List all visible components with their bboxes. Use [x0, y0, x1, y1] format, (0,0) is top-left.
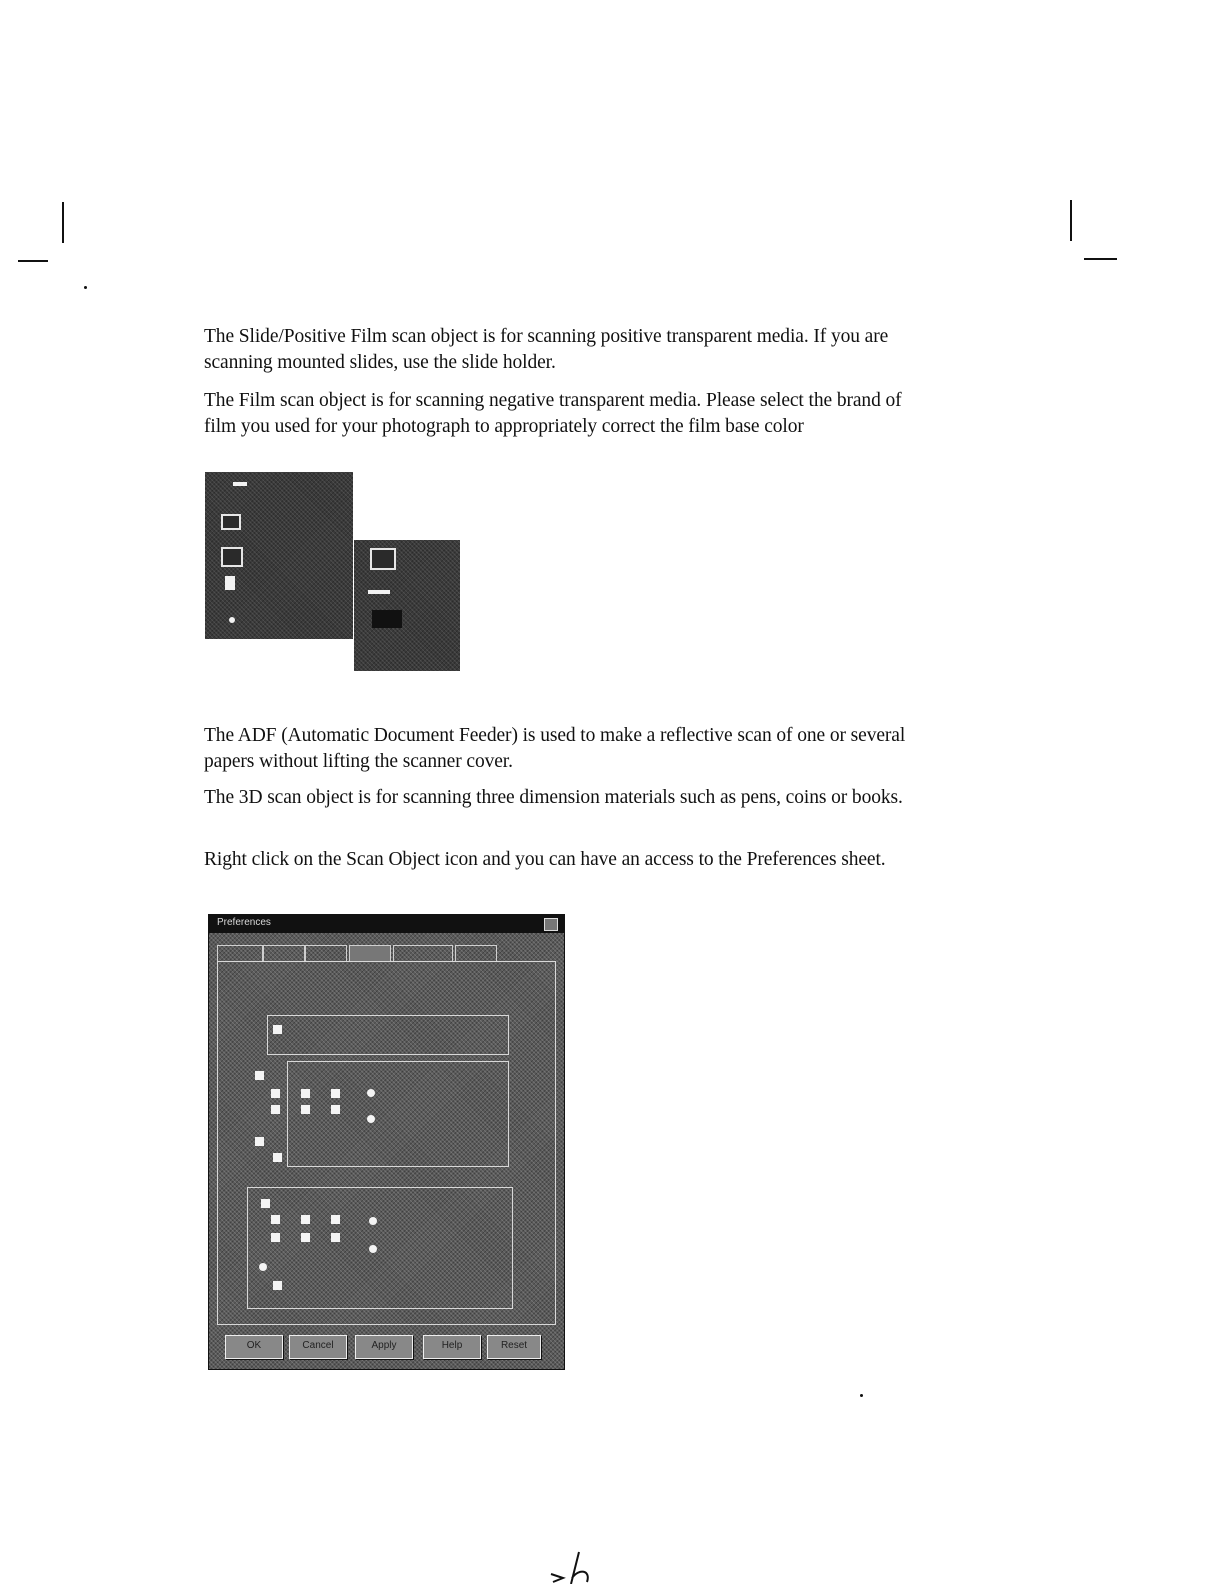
checkbox[interactable] — [301, 1215, 310, 1224]
preferences-dialog-screenshot — [208, 914, 565, 1370]
speck — [860, 1394, 863, 1397]
paragraph-slide-positive-film: The Slide/Positive Film scan object is for scanning positive transparent media. If you are scanning mounted slides, use the slide holder. — [204, 326, 889, 373]
flatbed-scan-icon — [221, 514, 241, 530]
checkbox[interactable] — [331, 1089, 340, 1098]
cancel-button-label: Cancel — [302, 1340, 334, 1351]
reset-button-label: Reset — [500, 1340, 528, 1351]
checkbox[interactable] — [273, 1025, 282, 1034]
handwritten-page-number — [545, 1548, 625, 1584]
group-box-upper — [267, 1015, 509, 1055]
cancel-button[interactable] — [289, 1335, 347, 1359]
checkbox[interactable] — [271, 1233, 280, 1242]
paragraph-3d: The 3D scan object is for scanning three dimension materials such as pens, coins or books. — [204, 787, 903, 808]
speck — [84, 286, 87, 289]
checkbox[interactable] — [331, 1215, 340, 1224]
crop-mark-top-right-horizontal — [1084, 258, 1117, 260]
help-button[interactable] — [423, 1335, 481, 1359]
group-box-lower — [247, 1187, 513, 1309]
checkbox[interactable] — [271, 1215, 280, 1224]
ok-button[interactable] — [225, 1335, 283, 1359]
dialog-title: Preferences — [217, 917, 271, 928]
paragraph-preferences: Right click on the Scan Object icon and you can have an access to the Preferences sheet. — [204, 849, 886, 870]
apply-button-label: Apply — [371, 1340, 397, 1351]
reset-button[interactable] — [487, 1335, 541, 1359]
checkbox[interactable] — [331, 1233, 340, 1242]
checkbox[interactable] — [255, 1071, 264, 1080]
crop-mark-top-right-vertical — [1070, 200, 1072, 241]
checkbox[interactable] — [271, 1089, 280, 1098]
dialog-title-bar — [209, 915, 564, 933]
tab-2[interactable] — [263, 945, 305, 962]
paragraph-film: The Film scan object is for scanning negative transparent media. Please select the brand of film you used for your photograph to appropriately correct the film base color — [204, 390, 902, 437]
scan-object-menu-screenshot — [205, 472, 353, 639]
radio-button[interactable] — [369, 1217, 377, 1225]
checkbox[interactable] — [301, 1105, 310, 1114]
film-submenu-screenshot — [354, 540, 460, 671]
group-box-middle — [287, 1061, 509, 1167]
ok-button-label: OK — [246, 1340, 262, 1351]
checkbox[interactable] — [255, 1137, 264, 1146]
tab-6[interactable] — [455, 945, 497, 962]
radio-button[interactable] — [369, 1245, 377, 1253]
film-brand-icon-3 — [372, 610, 402, 628]
help-button-label: Help — [441, 1340, 463, 1351]
tab-4[interactable] — [349, 945, 391, 962]
checkbox[interactable] — [301, 1089, 310, 1098]
scanner-icon — [251, 979, 265, 989]
film-brand-icon-2 — [368, 590, 390, 594]
close-icon[interactable] — [544, 918, 558, 931]
radio-button[interactable] — [367, 1115, 375, 1123]
menu-header-mark — [233, 482, 247, 486]
checkbox[interactable] — [331, 1105, 340, 1114]
paragraph-adf: The ADF (Automatic Document Feeder) is used to make a reflective scan of one or several papers without lifting the scanner cover. — [204, 725, 906, 772]
tab-1[interactable] — [217, 945, 263, 962]
tab-5[interactable] — [393, 945, 453, 962]
checkbox[interactable] — [301, 1233, 310, 1242]
checkbox[interactable] — [273, 1153, 282, 1162]
crop-mark-top-left-vertical — [62, 202, 64, 243]
radio-button[interactable] — [367, 1089, 375, 1097]
slide-scan-icon — [221, 547, 243, 567]
3d-scan-icon — [229, 617, 235, 623]
checkbox[interactable] — [261, 1199, 270, 1208]
apply-button[interactable] — [355, 1335, 413, 1359]
tab-3[interactable] — [305, 945, 347, 962]
checkbox[interactable] — [273, 1281, 282, 1290]
checkbox[interactable] — [271, 1105, 280, 1114]
adf-scan-icon — [225, 576, 235, 590]
film-brand-icon — [370, 548, 396, 570]
radio-button[interactable] — [259, 1263, 267, 1271]
crop-mark-top-left-horizontal — [18, 260, 48, 262]
